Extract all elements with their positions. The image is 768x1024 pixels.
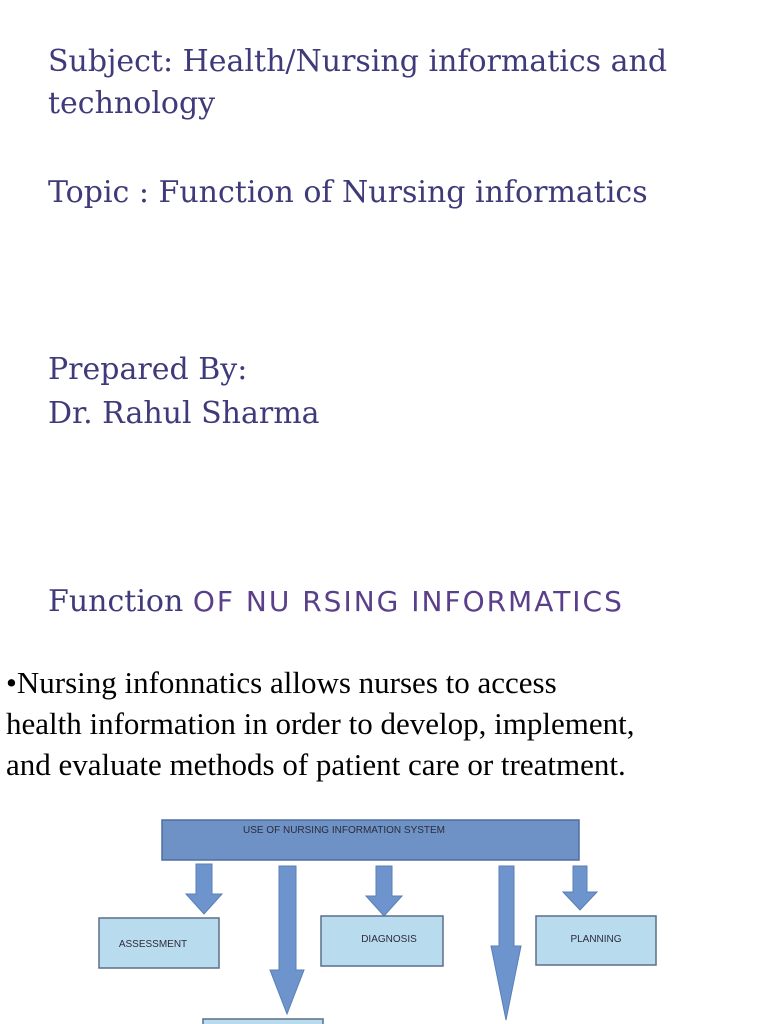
- lower-box-partial: [203, 1019, 323, 1024]
- bullet-line-2: health information in order to develop, implement,: [6, 706, 635, 741]
- top-box-label: USE OF NURSING INFORMATION SYSTEM: [242, 825, 446, 836]
- diagnosis-label: DIAGNOSIS: [361, 934, 417, 945]
- bullet-line-1: •Nursing infonnatics allows nurses to access: [6, 665, 557, 700]
- long-arrow-right: [491, 866, 521, 1020]
- arrow-down-to-diagnosis: [366, 866, 402, 916]
- assessment-label: ASSESSMENT: [118, 939, 188, 950]
- author-name: Dr. Rahul Sharma: [48, 396, 320, 431]
- section-heading-caps: OF NU RSING INFORMATICS: [192, 585, 624, 618]
- planning-label: PLANNING: [570, 934, 622, 945]
- subject-line-1: Subject: Health/Nursing informatics and: [48, 44, 668, 79]
- bullet-line-3: and evaluate methods of patient care or treatment.: [6, 747, 626, 782]
- subject-line-2: technology: [48, 86, 216, 121]
- prepared-by-label: Prepared By:: [48, 352, 248, 387]
- topic-title: Topic : Function of Nursing informatics: [48, 175, 648, 210]
- arrow-down-to-planning: [563, 866, 597, 910]
- arrow-down-to-assessment: [186, 864, 222, 914]
- long-arrow-left: [270, 866, 304, 1014]
- section-heading-lead: Function: [48, 584, 193, 619]
